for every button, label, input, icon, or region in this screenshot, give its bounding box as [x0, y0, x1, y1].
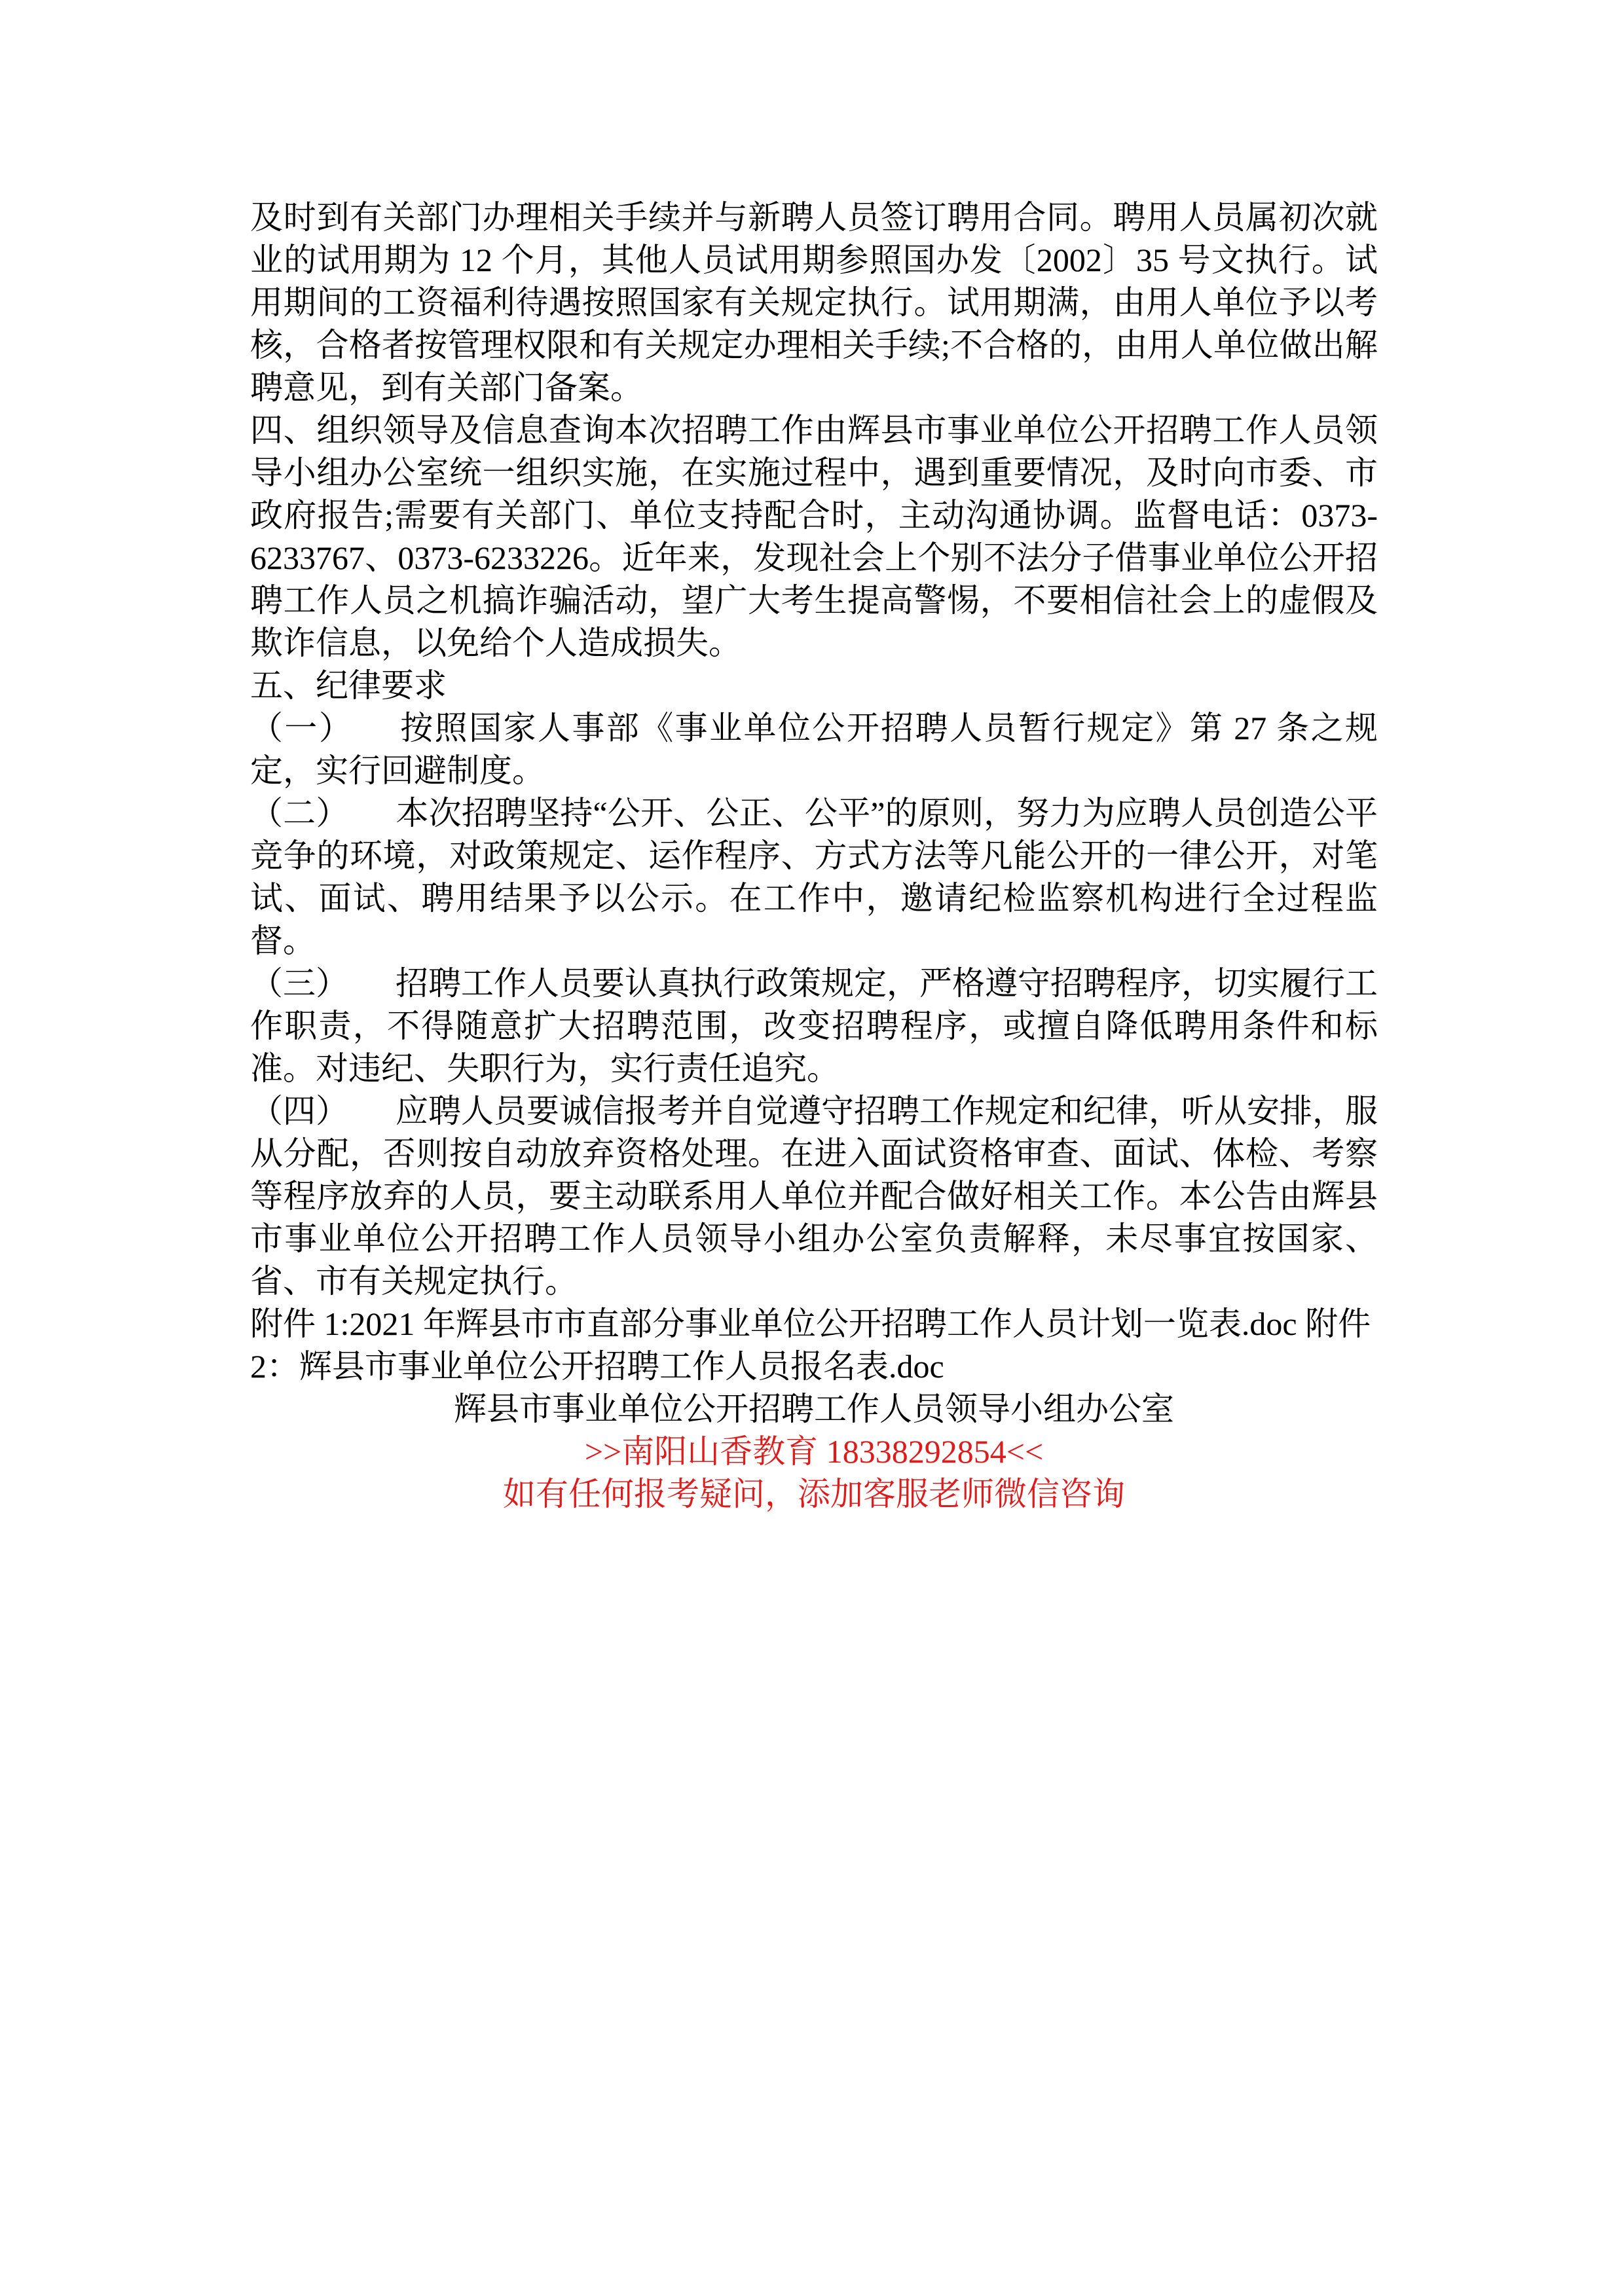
numbered-item-1 — [250, 707, 1378, 792]
body-paragraph-continuation: 及时到有关部门办理相关手续并与新聘人员签订聘用合同。聘用人员属初次就业的试用期为 12 个月，其他人员试用期参照国办发〔2002〕35 号文执行。试用期间的工资福利待遇按照国家有关规定执行。试用期满，由用人单位予以考核，合格者按管理权限和有关规定办理相关手续;不合格的，由用人单位做出解聘意见，到有关部门备案。 — [250, 199, 1378, 406]
numbered-item-1-label: （一） — [250, 710, 354, 746]
numbered-item-4 — [250, 1090, 1378, 1303]
body-paragraph-section-4: 四、组织领导及信息查询本次招聘工作由辉县市事业单位公开招聘工作人员领导小组办公室统一组织实施，在实施过程中，遇到重要情况，及时向市委、市政府报告;需要有关部门、单位支持配合时，主动沟通协调。监督电话：0373-6233767、0373-6233226。近年来，发现社会上个别不法分子借事业单位公开招聘工作人员之机搞诈骗活动，望广大考生提高警惕，不要相信社会上的虚假及欺诈信息，以免给个人造成损失。 — [250, 412, 1378, 661]
body-paragraph-section-5-heading: 五、纪律要求 — [250, 667, 447, 704]
signature-line: 辉县市事业单位公开招聘工作人员领导小组办公室 — [454, 1391, 1174, 1427]
numbered-item-3-text: 招聘工作人员要认真执行政策规定，严格遵守招聘程序，切实履行工作职责，不得随意扩大招聘范围，改变招聘程序，或擅自降低聘用条件和标准。对违纪、失职行为，实行责任追究。 — [250, 965, 1378, 1087]
document-content — [250, 196, 1378, 1516]
numbered-item-2 — [250, 792, 1378, 962]
numbered-item-1-text: 按照国家人事部《事业单位公开招聘人员暂行规定》第 27 条之规定，实行回避制度。 — [250, 710, 1378, 789]
numbered-item-3-label: （三） — [250, 965, 348, 1002]
promo-line-2: 如有任何报考疑问，添加客服老师微信咨询 — [503, 1476, 1125, 1512]
numbered-item-4-label: （四） — [250, 1093, 348, 1129]
attachment-line-1: 附件 1:2021 年辉县市市直部分事业单位公开招聘工作人员计划一览表.doc 附件 — [250, 1305, 1371, 1342]
attachment-line-2: 2：辉县市事业单位公开招聘工作人员报名表.doc — [250, 1348, 944, 1385]
promo-line-1: >>南阳山香教育 18338292854<< — [584, 1433, 1044, 1470]
numbered-item-3 — [250, 962, 1378, 1090]
numbered-item-4-text: 应聘人员要诚信报考并自觉遵守招聘工作规定和纪律，听从安排，服从分配，否则按自动放弃资格处理。在进入面试资格审查、面试、体检、考察等程序放弃的人员，要主动联系用人单位并配合做好相关工作。本公告由辉县市事业单位公开招聘工作人员领导小组办公室负责解释，未尽事宜按国家、省、市有关规定执行。 — [250, 1093, 1378, 1300]
numbered-item-2-text: 本次招聘坚持“公开、公正、公平”的原则，努力为应聘人员创造公平竞争的环境，对政策规定、运作程序、方式方法等凡能公开的一律公开，对笔试、面试、聘用结果予以公示。在工作中，邀请纪检监察机构进行全过程监督。 — [250, 795, 1378, 959]
numbered-item-2-label: （二） — [250, 795, 349, 831]
